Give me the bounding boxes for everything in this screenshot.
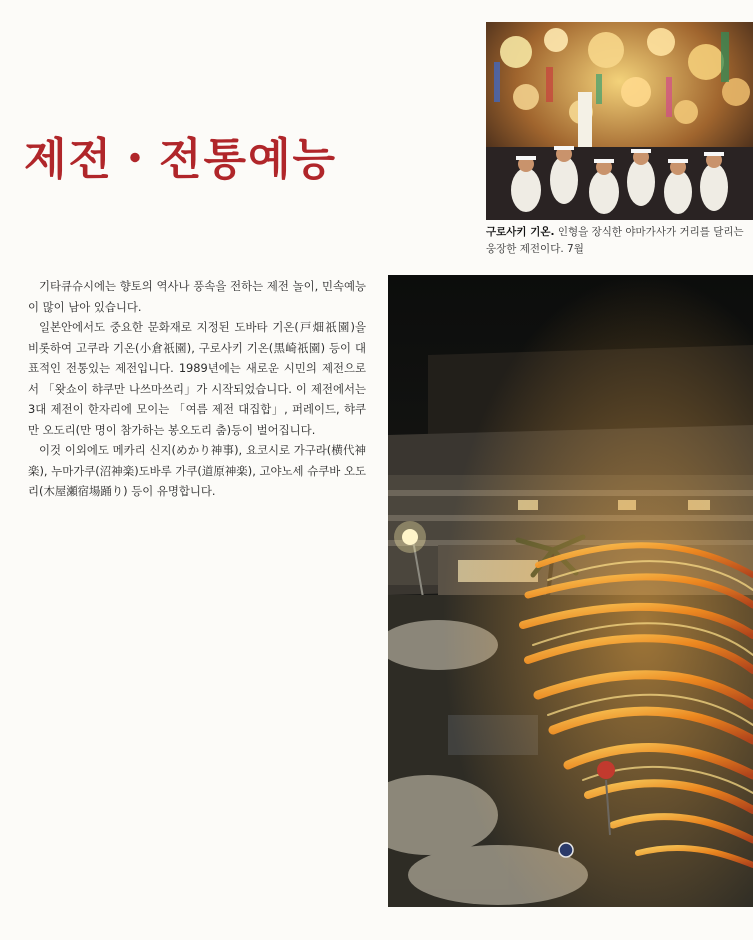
night-festival-photo — [388, 275, 753, 907]
photo-caption — [486, 224, 753, 258]
body-paragraph-2: 일본안에서도 중요한 문화재로 지정된 도바타 기온(戸畑祇園)을 비롯하여 고쿠라 기온(小倉祇園), 구로사키 기온(黒崎祇園) 등이 대표적인 전통있는 제전입니다. 1989년에는 새로운 시민의 제전으로서 「왓쇼이 햐쿠만 나쓰마쓰리」가 시작되었습니다. 이 제전에서는 3대 제전이 한자리에 모이는 「여름 제전 대집합」, 퍼레이드, 햐쿠만 오도리(만 명이 참가하는 봉오도리 춤)등이 벌어집니다. — [28, 320, 366, 437]
body-paragraph-3: 이것 이외에도 메카리 신지(めかり神事), 요코시로 가구라(横代神楽), 누마가쿠(沼神楽)도바루 가쿠(道原神楽), 고야노세 슈쿠바 오도리(木屋瀬宿場踊り) 등이 유명합니다. — [28, 443, 366, 498]
body-paragraph-1: 기타큐슈시에는 향토의 역사나 풍속을 전하는 제전 놀이, 민속예능이 많이 남아 있습니다. — [28, 279, 366, 314]
caption-title: 구로사키 기온. — [486, 226, 555, 238]
caption-text: 인형을 장식한 야마가사가 거리를 달리는 웅장한 제전이다. 7월 — [486, 226, 744, 255]
page-title: 제전・전통예능 — [24, 134, 338, 185]
body-text — [28, 276, 366, 502]
festival-photo — [486, 22, 753, 220]
